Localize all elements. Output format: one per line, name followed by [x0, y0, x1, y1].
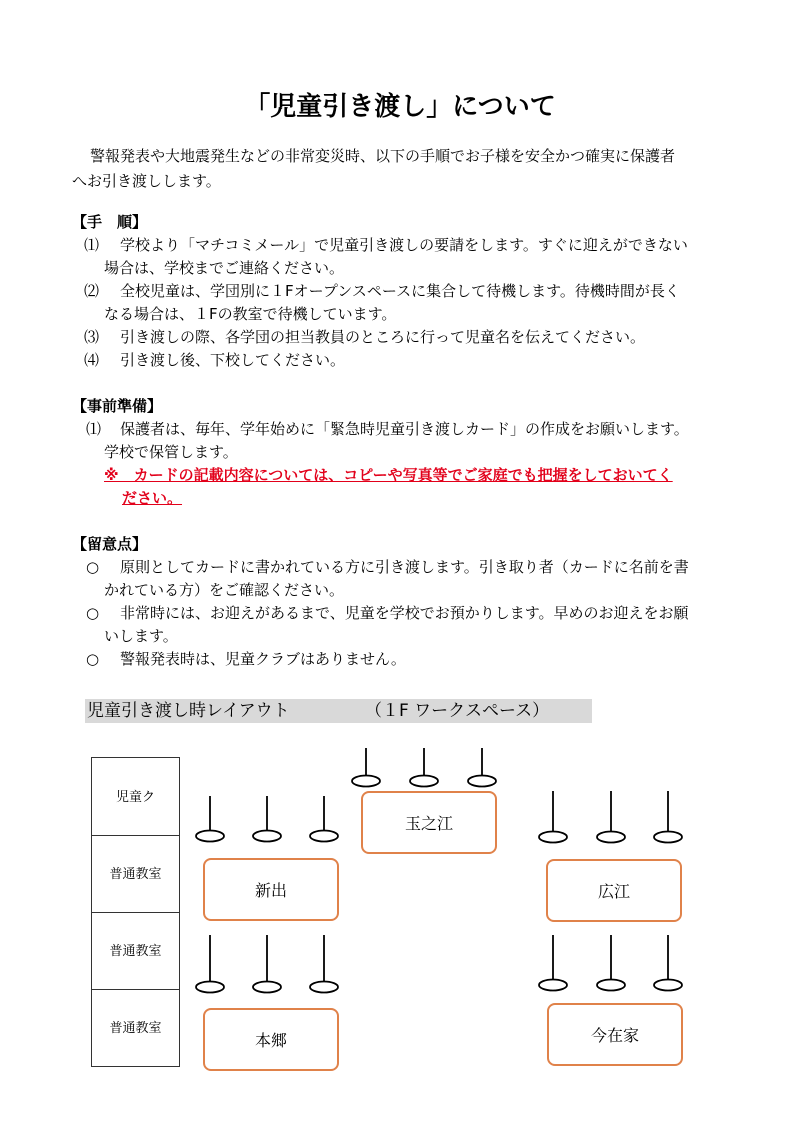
notes-item-3-line-1: 警報発表時は、児童クラブはありません。	[120, 650, 406, 668]
procedure-item-2-line-2: なる場合は、１Fの教室で待機しています。	[104, 305, 397, 323]
preparation-note-line-2: ださい。	[122, 489, 183, 507]
room-classroom-3: 普通教室	[91, 989, 180, 1067]
group-box-hiroe: 広江	[546, 859, 682, 922]
page-title: 「児童引き渡し」について	[244, 92, 556, 122]
layout-subtitle: （１F ワークスペース）	[365, 701, 550, 721]
procedure-num-4: ⑷	[84, 351, 100, 369]
procedure-heading: 【手 順】	[72, 213, 148, 231]
procedure-item-1-line-1: 学校より「マチコミメール」で児童引き渡しの要請をします。すぐに迎えができない	[120, 236, 688, 254]
group-box-imazaike: 今在家	[547, 1003, 683, 1066]
procedure-item-4-line-1: 引き渡し後、下校してください。	[120, 351, 346, 369]
room-classroom-2: 普通教室	[91, 912, 180, 990]
notes-mark-1: ○	[86, 558, 100, 576]
notes-item-1-line-2: かれている方）をご確認ください。	[104, 581, 345, 599]
intro-line-1: 警報発表や大地震発生などの非常変災時、以下の手順でお子様を安全かつ確実に保護者	[90, 147, 676, 165]
group-box-hongo: 本郷	[203, 1008, 339, 1071]
notes-item-2-line-1: 非常時には、お迎えがあるまで、児童を学校でお預かりします。早めのお迎えをお願	[120, 604, 689, 622]
procedure-item-3-line-1: 引き渡しの際、各学団の担当教員のところに行って児童名を伝えてください。	[120, 328, 646, 346]
procedure-item-2-line-1: 全校児童は、学団別に１Fオープンスペースに集合して待機します。待機時間が長く	[120, 282, 680, 300]
notes-item-2-line-2: いします。	[104, 627, 178, 645]
preparation-note-line-1: ※ カードの記載内容については、コピーや写真等でご家庭でも把握をしておいてく	[104, 466, 673, 484]
room-classroom-1: 普通教室	[91, 835, 180, 913]
preparation-line-2: 学校で保管します。	[104, 443, 238, 461]
notes-item-1-line-1: 原則としてカードに書かれている方に引き渡します。引き取り者（カードに名前を書	[120, 558, 689, 576]
procedure-num-3: ⑶	[84, 328, 100, 346]
notes-mark-3: ○	[86, 650, 100, 668]
preparation-line-1: 保護者は、毎年、学年始めに「緊急時児童引き渡しカード」の作成をお願いします。	[120, 420, 689, 438]
procedure-num-2: ⑵	[84, 282, 100, 300]
procedure-num-1: ⑴	[84, 236, 100, 254]
preparation-num: ⑴	[86, 420, 102, 438]
intro-line-2: へお引き渡しします。	[72, 172, 221, 190]
group-box-shinde: 新出	[203, 858, 339, 921]
procedure-item-1-line-2: 場合は、学校までご連絡ください。	[104, 259, 345, 277]
group-box-tamanoe: 玉之江	[361, 791, 497, 854]
room-children-club: 児童ク	[91, 757, 180, 836]
notes-heading: 【留意点】	[72, 535, 148, 553]
preparation-heading: 【事前準備】	[72, 397, 163, 415]
layout-title: 児童引き渡し時レイアウト	[87, 701, 290, 721]
notes-mark-2: ○	[86, 604, 100, 622]
